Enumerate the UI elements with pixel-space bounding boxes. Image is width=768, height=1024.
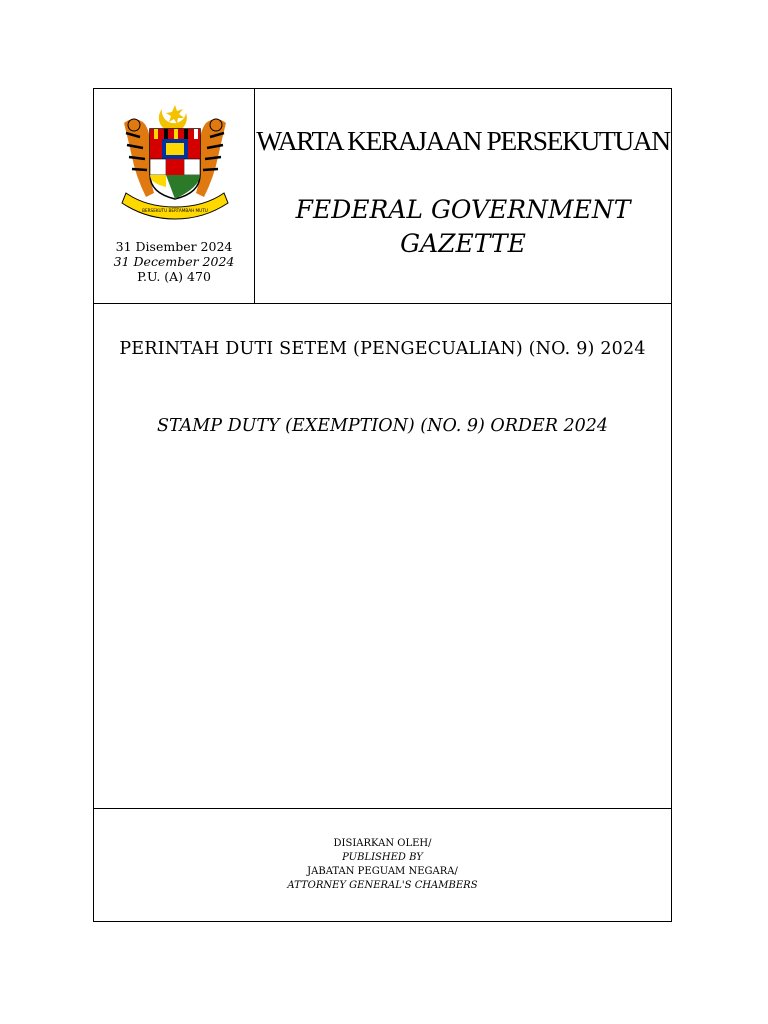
gazette-title-english-line2: GAZETTE bbox=[400, 229, 526, 258]
svg-text:BERSEKUTU BERTAMBAH MUTU: BERSEKUTU BERTAMBAH MUTU bbox=[142, 208, 208, 213]
publisher-block bbox=[94, 837, 671, 893]
gazette-title-cell bbox=[255, 89, 671, 303]
pu-number: P.U. (A) 470 bbox=[137, 269, 211, 284]
order-title-english: STAMP DUTY (EXEMPTION) (NO. 9) ORDER 2024 bbox=[156, 416, 609, 436]
gazette-cover-frame bbox=[93, 88, 672, 922]
publisher-line-2: PUBLISHED BY bbox=[342, 852, 423, 863]
gazette-title-malay: WARTA KERAJAAN PERSEKUTUAN bbox=[256, 125, 670, 156]
publisher-line-1: DISIARKAN OLEH/ bbox=[333, 838, 432, 849]
gazette-title-english bbox=[255, 193, 671, 261]
publisher-line-4: ATTORNEY GENERAL'S CHAMBERS bbox=[287, 880, 478, 891]
publisher-line-3: JABATAN PEGUAM NEGARA/ bbox=[307, 866, 458, 877]
date-english: 31 December 2024 bbox=[113, 254, 235, 269]
gazette-header bbox=[94, 89, 671, 304]
malaysia-coat-of-arms-icon bbox=[116, 103, 234, 223]
publisher-footer bbox=[94, 808, 671, 922]
date-malay: 31 Disember 2024 bbox=[115, 239, 233, 254]
crest-cell bbox=[94, 89, 255, 303]
order-title-malay: PERINTAH DUTI SETEM (PENGECUALIAN) (NO. 9) 2024 bbox=[119, 339, 646, 359]
gazette-title-english-line1: FEDERAL GOVERNMENT bbox=[295, 195, 631, 224]
gazette-dates bbox=[94, 239, 254, 284]
